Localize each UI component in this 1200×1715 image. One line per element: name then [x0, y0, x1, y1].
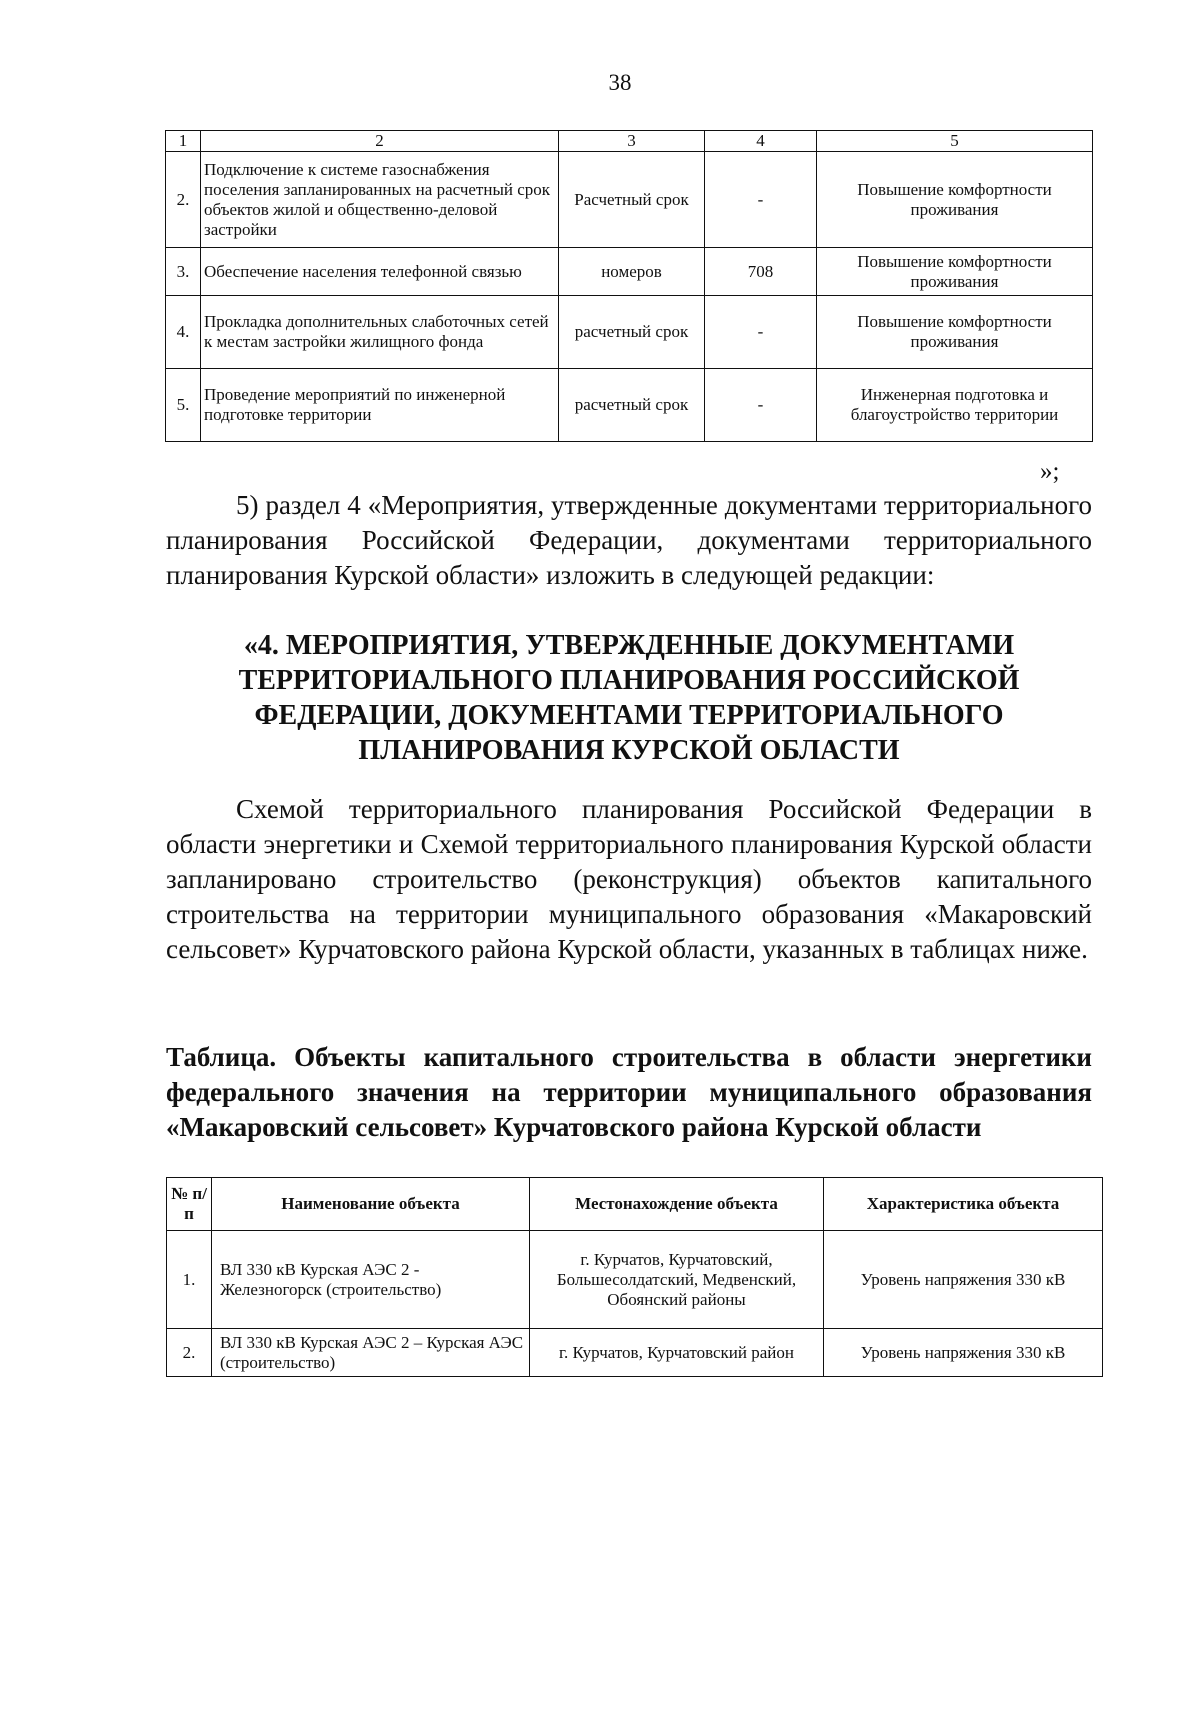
activity-name: Проведение мероприятий по инженерной подготовке территории	[201, 369, 559, 442]
row-number: 4.	[166, 296, 201, 369]
activity-value: 708	[705, 248, 817, 296]
activity-term: Расчетный срок	[559, 152, 705, 248]
object-characteristic: Уровень напряжения 330 кВ	[824, 1231, 1103, 1329]
table-header-row	[167, 1178, 1103, 1231]
activity-term: расчетный срок	[559, 369, 705, 442]
row-number: 3.	[166, 248, 201, 296]
row-number: 5.	[166, 369, 201, 442]
table-row	[167, 1329, 1103, 1377]
header-number: № п/п	[167, 1178, 212, 1231]
column-number: 3	[559, 131, 705, 152]
activity-term: номеров	[559, 248, 705, 296]
activity-result: Инженерная подготовка и благоустройство территории	[817, 369, 1093, 442]
closing-quote: »;	[1040, 458, 1060, 485]
activity-name: Прокладка дополнительных слаботочных сетей к местам застройки жилищного фонда	[201, 296, 559, 369]
object-name: ВЛ 330 кВ Курская АЭС 2 - Железногорск (строительство)	[212, 1231, 530, 1329]
page-number: 38	[608, 70, 632, 95]
activities-table	[165, 130, 1093, 442]
activity-name: Подключение к системе газоснабжения поселения запланированных на расчетный срок объектов жилой и общественно-деловой застройки	[201, 152, 559, 248]
object-characteristic: Уровень напряжения 330 кВ	[824, 1329, 1103, 1377]
table-row	[166, 248, 1093, 296]
row-number: 2.	[166, 152, 201, 248]
body-paragraph: Схемой территориального планирования Российской Федерации в области энергетики и Схемой территориального планирования Курской области запланировано строительство (реконструкция) объектов капитального строительства на территории муниципального образования «Макаровский сельсовет» Курчатовского района Курской области, указанных в таблицах ниже.	[166, 794, 1092, 964]
table-row	[166, 369, 1093, 442]
object-name: ВЛ 330 кВ Курская АЭС 2 – Курская АЭС (строительство)	[212, 1329, 530, 1377]
object-location: г. Курчатов, Курчатовский, Большесолдатский, Медвенский, Обоянский районы	[530, 1231, 824, 1329]
activity-name: Обеспечение населения телефонной связью	[201, 248, 559, 296]
header-characteristic: Характеристика объекта	[824, 1178, 1103, 1231]
column-number: 5	[817, 131, 1093, 152]
amendment-paragraph: 5) раздел 4 «Мероприятия, утвержденные документами территориального планирования Российской Федерации, документами территориального планирования Курской области» изложить в следующей редакции:	[166, 490, 1092, 590]
object-location: г. Курчатов, Курчатовский район	[530, 1329, 824, 1377]
table-header-row	[166, 131, 1093, 152]
column-number: 2	[201, 131, 559, 152]
table-row	[166, 152, 1093, 248]
column-number: 1	[166, 131, 201, 152]
activity-result: Повышение комфортности проживания	[817, 152, 1093, 248]
activity-term: расчетный срок	[559, 296, 705, 369]
row-number: 2.	[167, 1329, 212, 1377]
column-number: 4	[705, 131, 817, 152]
activity-result: Повышение комфортности проживания	[817, 248, 1093, 296]
energy-objects-table	[166, 1177, 1103, 1377]
activity-value: -	[705, 152, 817, 248]
header-location: Местонахождение объекта	[530, 1178, 824, 1231]
row-number: 1.	[167, 1231, 212, 1329]
activity-value: -	[705, 369, 817, 442]
section-heading: «4. МЕРОПРИЯТИЯ, УТВЕРЖДЕННЫЕ ДОКУМЕНТАМИ ТЕРРИТОРИАЛЬНОГО ПЛАНИРОВАНИЯ РОССИЙСКОЙ ФЕДЕРАЦИИ, ДОКУМЕНТАМИ ТЕРРИТОРИАЛЬНОГО ПЛАНИРОВАНИЯ КУРСКОЙ ОБЛАСТИ	[238, 630, 1020, 766]
table-title: Таблица. Объекты капитального строительства в области энергетики федерального значения на территории муниципального образования «Макаровский сельсовет» Курчатовского района Курской области	[166, 1042, 1092, 1142]
table-row	[167, 1231, 1103, 1329]
activity-value: -	[705, 296, 817, 369]
header-name: Наименование объекта	[212, 1178, 530, 1231]
table-row	[166, 296, 1093, 369]
activity-result: Повышение комфортности проживания	[817, 296, 1093, 369]
